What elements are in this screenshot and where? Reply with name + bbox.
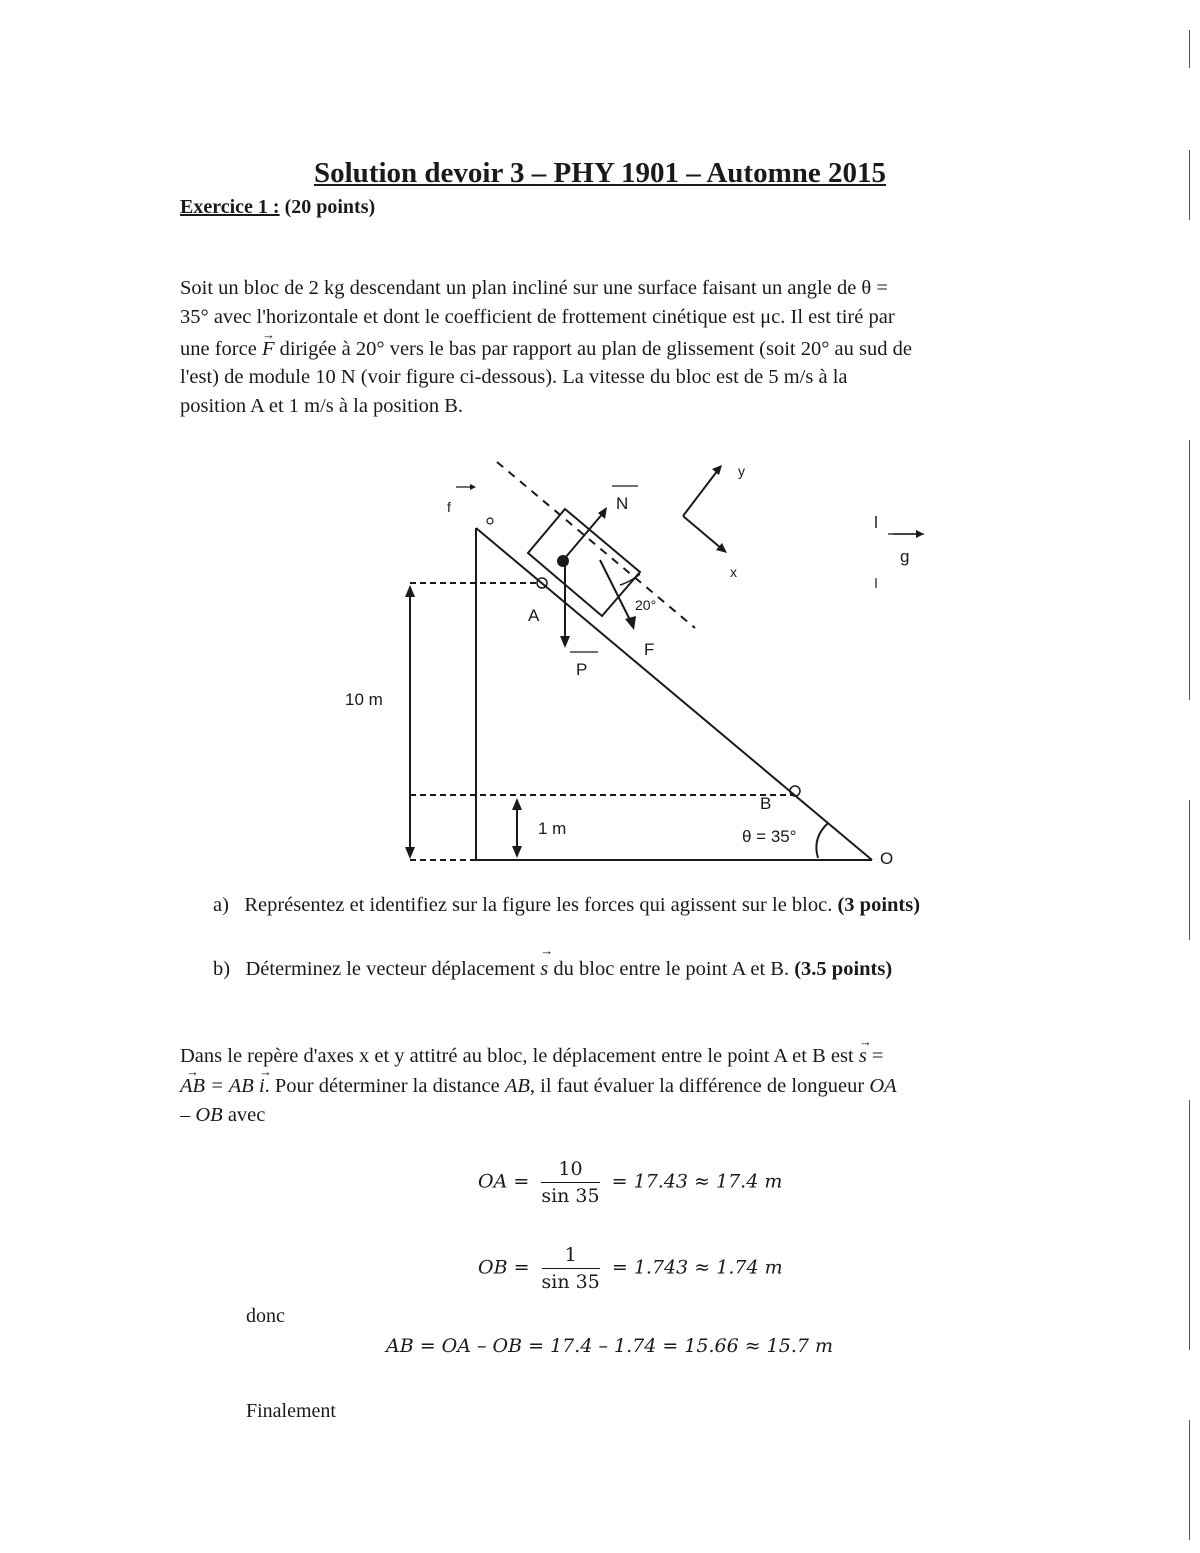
solution-displacement-symbol: → s bbox=[859, 1042, 867, 1071]
scan-margin-mark bbox=[1189, 1100, 1190, 1350]
x-axis-line bbox=[683, 516, 722, 549]
solution-line-2 bbox=[180, 1072, 1022, 1101]
equation-oa-rhs: = 17.43 ≈ 17.4 m bbox=[611, 1170, 783, 1193]
friction-arrowhead bbox=[470, 484, 476, 490]
scan-margin-mark bbox=[1189, 800, 1190, 940]
page-title: Solution devoir 3 – PHY 1901 – Automne 2015 bbox=[314, 157, 886, 189]
equation-oa-numerator: 10 bbox=[541, 1158, 599, 1183]
height-10m-arrowhead-top bbox=[405, 585, 415, 597]
equation-ob-denominator: sin 35 bbox=[541, 1271, 600, 1293]
dashed-plane-parallel bbox=[497, 462, 695, 628]
solution-unit-vector-i: → i bbox=[259, 1072, 265, 1101]
question-a-points: (3 points) bbox=[837, 894, 921, 916]
equation-oa-fraction bbox=[541, 1158, 599, 1207]
intro-line-5: position A et 1 m/s à la position B. bbox=[180, 395, 464, 417]
equation-ob-fraction bbox=[542, 1244, 600, 1293]
force-vector-symbol: → F bbox=[262, 335, 275, 364]
label-angle-20: 20° bbox=[635, 597, 657, 613]
y-axis-arrowhead bbox=[712, 465, 722, 475]
block bbox=[528, 509, 640, 616]
question-a bbox=[213, 894, 920, 917]
solution-line-1-a: Dans le repère d'axes x et y attitré au bloc, le déplacement entre le point A et B est bbox=[180, 1045, 854, 1067]
label-origin-o: O bbox=[880, 849, 894, 868]
exercise-points: (20 points) bbox=[284, 196, 376, 218]
solution-line-2-ab: AB bbox=[504, 1075, 530, 1097]
question-b-points: (3.5 points) bbox=[794, 958, 893, 980]
weight-arrowhead bbox=[560, 636, 570, 648]
intro-line-3-a: une force bbox=[180, 338, 257, 360]
question-a-text: Représentez et identifiez sur la figure les forces qui agissent sur le bloc. bbox=[244, 894, 833, 916]
height-10m-arrowhead-bottom bbox=[405, 847, 415, 859]
label-normal-force: N bbox=[616, 494, 629, 513]
normal-force-line bbox=[565, 512, 604, 558]
solution-line-2-c: , il faut évaluer la différence de longueur bbox=[529, 1075, 865, 1097]
equation-ob-rhs: = 1.743 ≈ 1.74 m bbox=[611, 1256, 783, 1279]
scan-margin-mark bbox=[1189, 1420, 1190, 1540]
equation-ob-lhs: OB = bbox=[478, 1256, 530, 1279]
equation-ob bbox=[478, 1244, 783, 1293]
solution-ab-vector: → AB bbox=[180, 1072, 205, 1101]
label-y-axis: y bbox=[738, 463, 745, 479]
intro-line-3-b: dirigée à 20° vers le bas par rapport au plan de glissement (soit 20° au sud de bbox=[279, 338, 912, 360]
label-weight: P bbox=[576, 660, 588, 679]
solution-line-2-oa: OA bbox=[869, 1075, 897, 1097]
equation-oa-denominator: sin 35 bbox=[541, 1185, 600, 1207]
intro-line-2: 35° avec l'horizontale et dont le coefficient de frottement cinétique est μc. Il est tiré par bbox=[180, 306, 895, 328]
exercise-heading bbox=[180, 196, 375, 219]
theta-arc bbox=[816, 823, 828, 858]
inclined-plane-figure bbox=[0, 440, 1200, 880]
solution-line-2-b: . Pour déterminer la distance bbox=[264, 1075, 500, 1097]
equation-ob-numerator: 1 bbox=[542, 1244, 600, 1269]
label-x-axis: x bbox=[730, 564, 737, 580]
question-b-text-2: du bloc entre le point A et B. bbox=[553, 958, 790, 980]
donc-label: donc bbox=[246, 1305, 285, 1327]
label-friction: f bbox=[447, 499, 451, 515]
solution-line-3-b: avec bbox=[227, 1104, 266, 1126]
label-theta: θ = 35° bbox=[742, 827, 797, 846]
solution-line-3 bbox=[180, 1101, 1022, 1130]
incline-hypotenuse bbox=[476, 528, 872, 860]
y-axis-line bbox=[683, 470, 718, 516]
pull-force-arrowhead bbox=[625, 616, 636, 630]
intro-line-3 bbox=[180, 335, 1022, 364]
exercise-label: Exercice 1 : bbox=[180, 196, 280, 218]
height-1m-arrowhead-top bbox=[512, 798, 522, 810]
pull-force-line bbox=[600, 560, 632, 624]
solution-line-3-a: – OB bbox=[180, 1104, 223, 1126]
question-b-prefix: b) bbox=[213, 958, 231, 980]
equation-oa-lhs: OA = bbox=[478, 1170, 530, 1193]
height-1m-arrowhead-bottom bbox=[512, 846, 522, 858]
scan-margin-mark bbox=[1189, 440, 1190, 700]
displacement-vector-symbol: → s bbox=[540, 958, 548, 981]
label-point-a: A bbox=[528, 606, 540, 625]
finalement-label: Finalement bbox=[246, 1400, 336, 1422]
top-marker bbox=[487, 518, 493, 524]
scan-margin-mark bbox=[1189, 30, 1190, 68]
equation-oa bbox=[478, 1158, 782, 1207]
solution-line-1 bbox=[180, 1042, 1022, 1071]
intro-line-1: Soit un bloc de 2 kg descendant un plan incliné sur une surface faisant un angle de θ = bbox=[180, 277, 888, 299]
equation-ab: AB = OA – OB = 17.4 – 1.74 = 15.66 ≈ 15.7 m bbox=[386, 1335, 834, 1357]
label-height-1m: 1 m bbox=[538, 819, 567, 838]
label-point-b: B bbox=[760, 794, 772, 813]
question-b bbox=[213, 958, 892, 981]
solution-line-1-eq: = bbox=[871, 1045, 884, 1067]
solution-line-2-a: = AB bbox=[210, 1075, 254, 1097]
label-pull-force: F bbox=[644, 640, 655, 659]
scan-margin-mark bbox=[1189, 150, 1190, 220]
intro-line-4: l'est) de module 10 N (voir figure ci-dessous). La vitesse du bloc est de 5 m/s à la bbox=[180, 366, 848, 388]
label-gravity: g bbox=[900, 547, 910, 566]
question-b-text-1: Déterminez le vecteur déplacement bbox=[245, 958, 536, 980]
label-height-10m: 10 m bbox=[345, 690, 383, 709]
question-a-prefix: a) bbox=[213, 894, 229, 916]
